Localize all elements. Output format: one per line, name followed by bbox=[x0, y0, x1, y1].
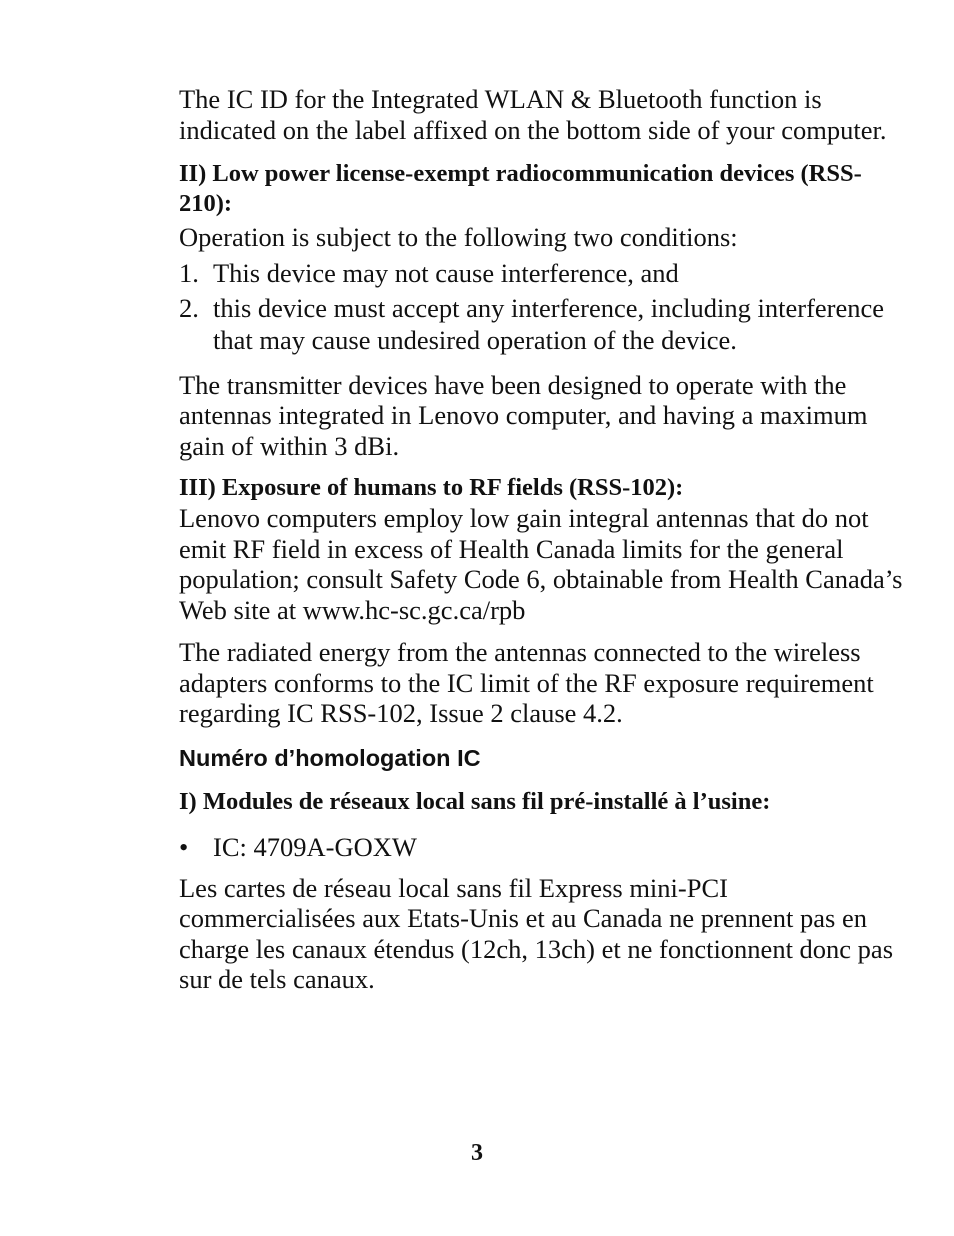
conditions-list bbox=[179, 257, 909, 356]
page-content bbox=[179, 84, 909, 995]
page-number: 3 bbox=[471, 1140, 483, 1166]
radiated-energy-paragraph: The radiated energy from the antennas connected to the wireless adapters conforms to the IC limit of the RF exposure requirement regarding IC RSS-102, Issue 2 clause 4.2. bbox=[179, 637, 874, 728]
transmitter-paragraph: The transmitter devices have been designed to operate with the antennas integrated in Lenovo computer, and having a maximum gain of within 3 dBi. bbox=[179, 369, 868, 461]
list-marker: 1. bbox=[179, 257, 199, 288]
french-paragraph: Les cartes de réseau local sans fil Express mini-PCI commercialisées aux Etats-Unis et au Canada ne prennent pas en charge les canaux étendus (12ch, 13ch) et ne fonctionnent donc pas sur de tels canaux. bbox=[179, 872, 894, 994]
intro-paragraph: The IC ID for the Integrated WLAN & Bluetooth function is indicated on the label affixed on the bottom side of your computer. bbox=[179, 84, 887, 145]
section-iii-heading: III) Exposure of humans to RF fields (RSS-102): bbox=[179, 474, 684, 501]
bullet-marker: • bbox=[179, 831, 189, 862]
section-ii-heading: II) Low power license-exempt radiocommunication devices (RSS-210): bbox=[179, 160, 862, 217]
list-marker: 2. bbox=[179, 292, 199, 323]
ic-bullet-item bbox=[179, 831, 909, 863]
french-section-i-heading: I) Modules de réseaux local sans fil pré-installé à l’usine: bbox=[179, 787, 771, 815]
condition-item bbox=[179, 257, 909, 289]
condition-text: This device may not cause interference, and bbox=[213, 257, 679, 288]
ic-bullet-list bbox=[179, 831, 909, 863]
condition-item bbox=[179, 292, 909, 356]
french-section-title: Numéro d’homologation IC bbox=[179, 744, 481, 771]
rf-exposure-paragraph: Lenovo computers employ low gain integral antennas that do not emit RF field in excess of Health Canada limits for the general population; consult Safety Code 6, obtainable from Health Canada’s Web site at www.hc-sc.gc.ca/rpb bbox=[179, 503, 903, 625]
condition-text: this device must accept any interference, including interference that may cause undesired operation of the device. bbox=[213, 292, 885, 355]
section-ii-intro: Operation is subject to the following two conditions: bbox=[179, 222, 738, 252]
ic-number-text: IC: 4709A-GOXW bbox=[213, 831, 417, 862]
